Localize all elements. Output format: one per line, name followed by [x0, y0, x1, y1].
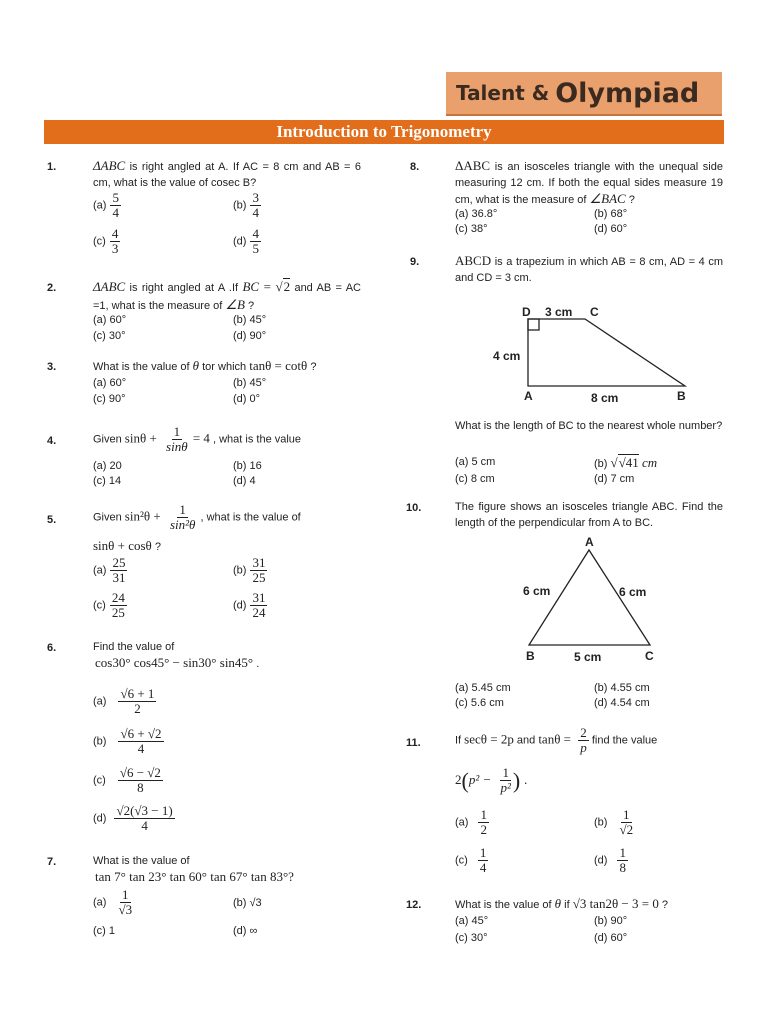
option-c: (c) 30° [93, 330, 126, 342]
option-c: (c) 90° [93, 393, 126, 405]
option-d: (d) 60° [594, 932, 628, 944]
label-c: C [645, 649, 654, 663]
option-d: (d) 60° [594, 223, 628, 235]
label-d: D [522, 305, 531, 319]
option-c: (c) 8 cm [455, 473, 495, 485]
label-b: B [526, 649, 535, 663]
option-c: (c) $\frac{24}{25}$ [93, 590, 125, 620]
option-a: (a) 36.8° [455, 208, 498, 220]
question-number: 9. [410, 256, 420, 268]
page-title: Introduction to Trigonometry [44, 120, 724, 144]
label-ab: 8 cm [591, 391, 619, 405]
option-b: (b) √√41 cm [594, 455, 658, 470]
trapezium-shape [528, 319, 685, 386]
option-d: (d) 90° [233, 330, 267, 342]
logo-part2: Olympiad [555, 77, 700, 109]
question-text: ΔABC is right angled at A .If BC = √2 and AB = AC =1, what is the measure of ∠B ? [93, 279, 361, 312]
option-a: (a) 60° [93, 314, 127, 326]
question-text: If secθ = 2p and tanθ = $\frac{2}{p}$ find the value [455, 725, 658, 755]
option-d: (d) $\frac{4}{5}$ [233, 226, 259, 256]
option-d: (d) $\frac{31}{24}$ [233, 590, 266, 620]
option-b: (b) 68° [594, 208, 628, 220]
option-b: (b) $\frac{3}{4}$ [233, 190, 259, 220]
option-a: (a) $\frac{1}{√3}$ [93, 887, 133, 917]
option-c: (c) $\frac{√6 - √2}{8}$ [93, 765, 161, 795]
label-bc: 5 cm [574, 650, 602, 664]
question-number: 10. [406, 502, 422, 514]
option-d: (d) 4 [233, 475, 256, 487]
question-text: Find the value of [93, 641, 175, 653]
question-expression: sinθ + cosθ ? [93, 538, 161, 553]
question-number: 7. [47, 856, 57, 868]
option-a: (a) $\frac{1}{2}$ [455, 807, 487, 837]
option-a: (a) 45° [455, 915, 489, 927]
option-c: (c) $\frac{1}{4}$ [455, 845, 487, 875]
option-d: (d) $\frac{1}{8}$ [594, 845, 626, 875]
question-number: 5. [47, 514, 57, 526]
question-text: Given sin²θ + $\frac{1}{\text{sin²θ}}$ , what is the value of [93, 502, 301, 532]
option-c: (c) 14 [93, 475, 122, 487]
question-text: Given sinθ + $\frac{1}{\sin\theta}$ = 4 , what is the value [93, 424, 302, 454]
label-b: B [677, 389, 686, 403]
right-angle-mark [528, 319, 539, 330]
option-d: (d) 7 cm [594, 473, 635, 485]
option-a: (a) 60° [93, 377, 127, 389]
question-expression: 2(p² − $\frac{1}{\text{p²}}$ ) . [455, 765, 528, 795]
option-b: (b) 45° [233, 314, 267, 326]
option-c: (c) 38° [455, 223, 488, 235]
option-c: (c) 30° [455, 932, 488, 944]
question-followup: What is the length of BC to the nearest whole number? [455, 420, 723, 432]
question-number: 6. [47, 642, 57, 654]
label-dc: 3 cm [545, 305, 573, 319]
question-number: 1. [47, 161, 57, 173]
option-d: (d) 4.54 cm [594, 697, 650, 709]
question-number: 4. [47, 435, 57, 447]
option-b: (b) 16 [233, 460, 262, 472]
question-expression: cos30° cos45° − sin30° sin45° . [95, 655, 260, 670]
question-text: What is the value of θ if √3 tan2θ − 3 = 0 ? [455, 896, 669, 911]
option-a: (a) $\frac{25}{31}$ [93, 555, 126, 585]
option-d: (d) 0° [233, 393, 261, 405]
question-text: What is the value of θ tor which tanθ = cotθ ? [93, 358, 317, 373]
option-a: (a) 5.45 cm [455, 682, 511, 694]
option-b: (b) $\frac{31}{25}$ [233, 555, 266, 585]
question-number: 11. [406, 737, 421, 749]
option-b: (b) $\frac{1}{√2}$ [594, 807, 634, 837]
logo-part1: Talent & [456, 81, 550, 105]
question-number: 8. [410, 161, 420, 173]
label-a: A [585, 535, 594, 549]
option-b: (b) 45° [233, 377, 267, 389]
option-c: (c) 5.6 cm [455, 697, 504, 709]
question-text: What is the value of [93, 855, 190, 867]
option-a: (a) $\frac{5}{4}$ [93, 190, 119, 220]
question-number: 3. [47, 361, 57, 373]
option-c: (c) 1 [93, 925, 115, 937]
label-ac: 6 cm [619, 585, 647, 599]
option-b: (b) 90° [594, 915, 628, 927]
question-number: 12. [406, 899, 422, 911]
option-b: (b) √3 [233, 897, 262, 909]
option-b: (b) 4.55 cm [594, 682, 650, 694]
option-d: (d) ∞ [233, 925, 258, 937]
option-c: (c) $\frac{4}{3}$ [93, 226, 119, 256]
question-text: ΔABC is right angled at A. If AC = 8 cm and AB = 6 cm, what is the value of cosec B? [93, 158, 361, 189]
label-ad: 4 cm [493, 349, 521, 363]
question-text: The figure shows an isosceles triangle ABC. Find the length of the perpendicular from A to BC. [455, 501, 723, 529]
option-b: (b) $\frac{√6 + √2}{4}$ [93, 726, 162, 756]
question-text: ABCD is a trapezium in which AB = 8 cm, AD = 4 cm and CD = 3 cm. [455, 253, 723, 284]
trapezium-figure [480, 298, 700, 408]
question-expression: tan 7° tan 23° tan 60° tan 67° tan 83°? [95, 869, 294, 884]
question-number: 2. [47, 282, 57, 294]
option-d: (d) $\frac{√2(√3 - 1)}{4}$ [93, 803, 173, 833]
question-text: ΔABC is an isosceles triangle with the unequal side measuring 12 cm. If both the equal sides measure 19 cm, what is the measure of ∠BAC ? [455, 158, 723, 206]
option-a: (a) $\frac{√6 + 1}{2}$ [93, 686, 155, 716]
label-ab: 6 cm [523, 584, 551, 598]
label-a: A [524, 389, 533, 403]
label-c: C [590, 305, 599, 319]
option-a: (a) 20 [93, 460, 122, 472]
talent-olympiad-logo [446, 72, 722, 116]
triangle-figure [500, 532, 680, 667]
option-a: (a) 5 cm [455, 456, 496, 468]
